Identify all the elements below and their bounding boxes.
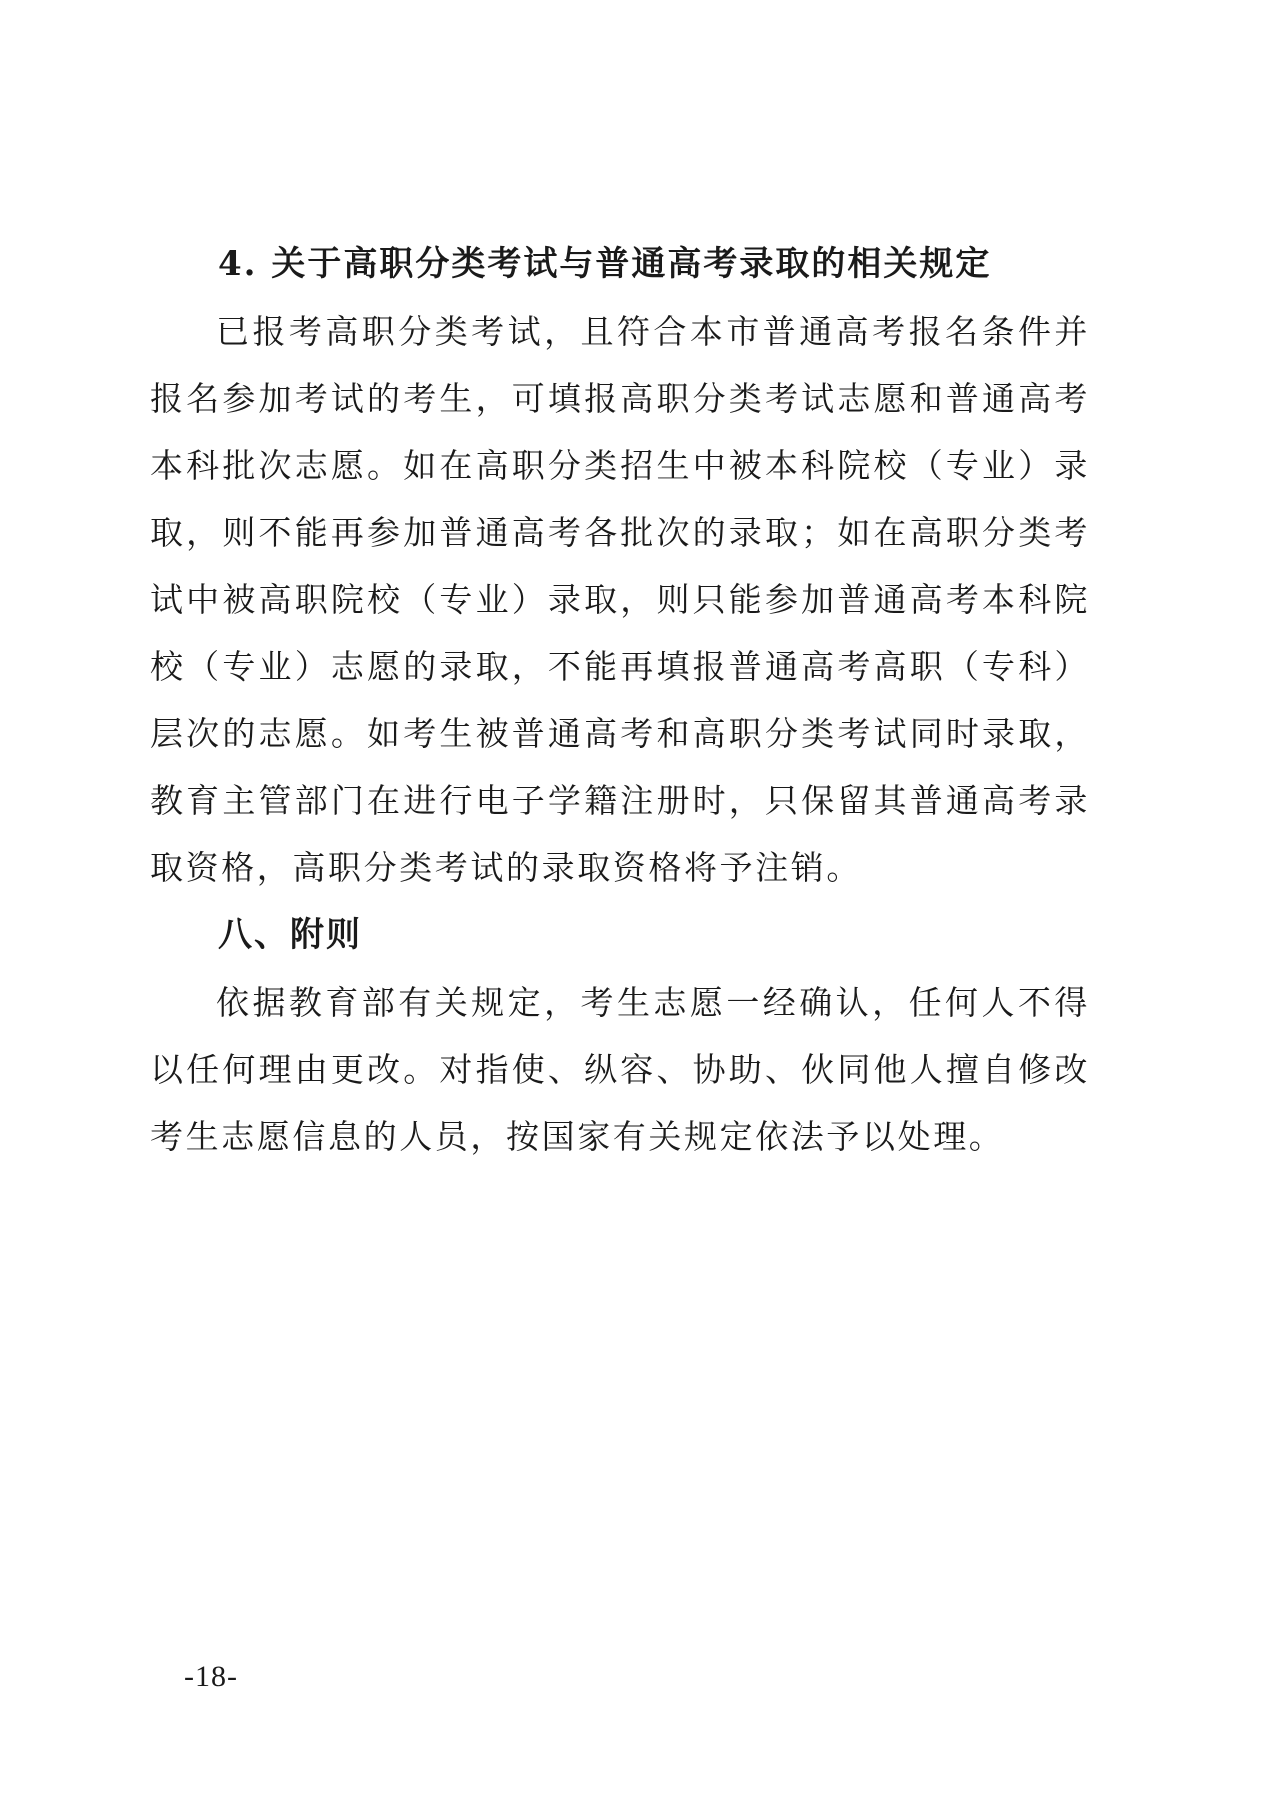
page-content: [150, 230, 1090, 1170]
section-4-heading: 4. 关于高职分类考试与普通高考录取的相关规定: [218, 244, 992, 284]
section-4-paragraph: 已报考高职分类考试，且符合本市普通高考报名条件并报名参加考试的考生，可填报高职分类考试志愿和普通高考本科批次志愿。如在高职分类招生中被本科院校（专业）录取，则不能再参加普通高考各批次的录取；如在高职分类考试中被高职院校（专业）录取，则只能参加普通高考本科院校（专业）志愿的录取，不能再填报普通高考高职（专科）层次的志愿。如考生被普通高考和高职分类考试同时录取，教育主管部门在进行电子学籍注册时，只保留其普通高考录取资格，高职分类考试的录取资格将予注销。: [150, 312, 1090, 887]
section-8-heading: 八、附则: [218, 915, 362, 955]
page-number: -18-: [184, 1660, 238, 1693]
section-8-paragraph: 依据教育部有关规定，考生志愿一经确认，任何人不得以任何理由更改。对指使、纵容、协助、伙同他人擅自修改考生志愿信息的人员，按国家有关规定依法予以处理。: [150, 983, 1090, 1156]
